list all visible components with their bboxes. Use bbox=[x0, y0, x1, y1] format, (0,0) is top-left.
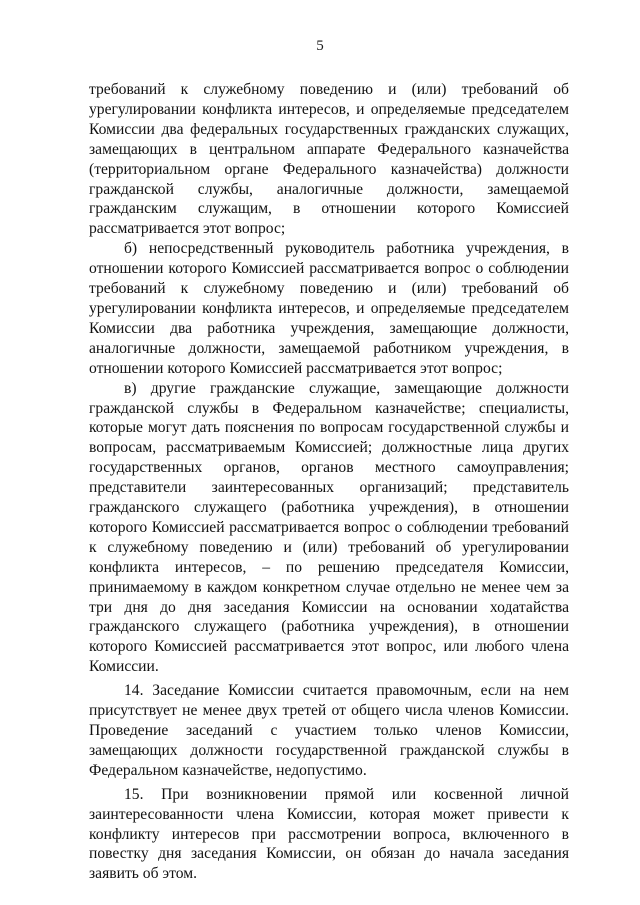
paragraph-15: 15. При возникновении прямой или косвенной личной заинтересованности члена Комиссии, которая может привести к конфликту интересов при рассмотрении вопроса, включенного в повестку дня заседания Комиссии, он обязан до начала заседания заявить об этом. bbox=[89, 785, 569, 883]
paragraph-item-b: б) непосредственный руководитель работника учреждения, в отношении которого Комиссией рассматривается вопрос о соблюдении требований к служебному поведению и (или) требований об урегулировании конфликта интересов, и определяемые председателем Комиссии два работника учреждения, замещающие должности, аналогичные должности, замещаемой работником учреждения, в отношении которого Комиссией рассматривается этот вопрос; bbox=[89, 240, 569, 377]
paragraph-continuation: требований к служебному поведению и (или) требований об урегулировании конфликта интересов, и определяемые председателем Комиссии два федеральных государственных гражданских служащих, замещающих в центральном аппарате Федерального казначейства (территориальном органе Федерального казначейства) должности гражданской службы, аналогичные должности, замещаемой гражданским служащим, в отношении которого Комиссией рассматривается этот вопрос; bbox=[89, 81, 569, 238]
page-number: 5 bbox=[316, 38, 324, 54]
document-body bbox=[89, 80, 569, 884]
paragraph-14: 14. Заседание Комиссии считается правомочным, если на нем присутствует не менее двух третей от общего числа членов Комиссии. Проведение заседаний с участием только членов Комиссии, замещающих должности государственной гражданской службы в Федеральном казначействе, недопустимо. bbox=[89, 682, 569, 779]
paragraph-item-v: в) другие гражданские служащие, замещающие должности гражданской службы в Федеральном казначействе; специалисты, которые могут дать пояснения по вопросам государственной службы и вопросам, рассматриваемым Комиссией; должностные лица других государственных органов, органов местного самоуправления; представители заинтересованных организаций; представитель гражданского служащего (работника учреждения), в отношении которого Комиссией рассматривается вопрос о соблюдении требований к служебному поведению и (или) требований об урегулировании конфликта интересов, – по решению председателя Комиссии, принимаемому в каждом конкретном случае отдельно не менее чем за три дня до дня заседания Комиссии на основании ходатайства гражданского служащего (работника учреждения), в отношении которого Комиссией рассматривается этот вопрос, или любого члена Комиссии. bbox=[89, 379, 569, 676]
